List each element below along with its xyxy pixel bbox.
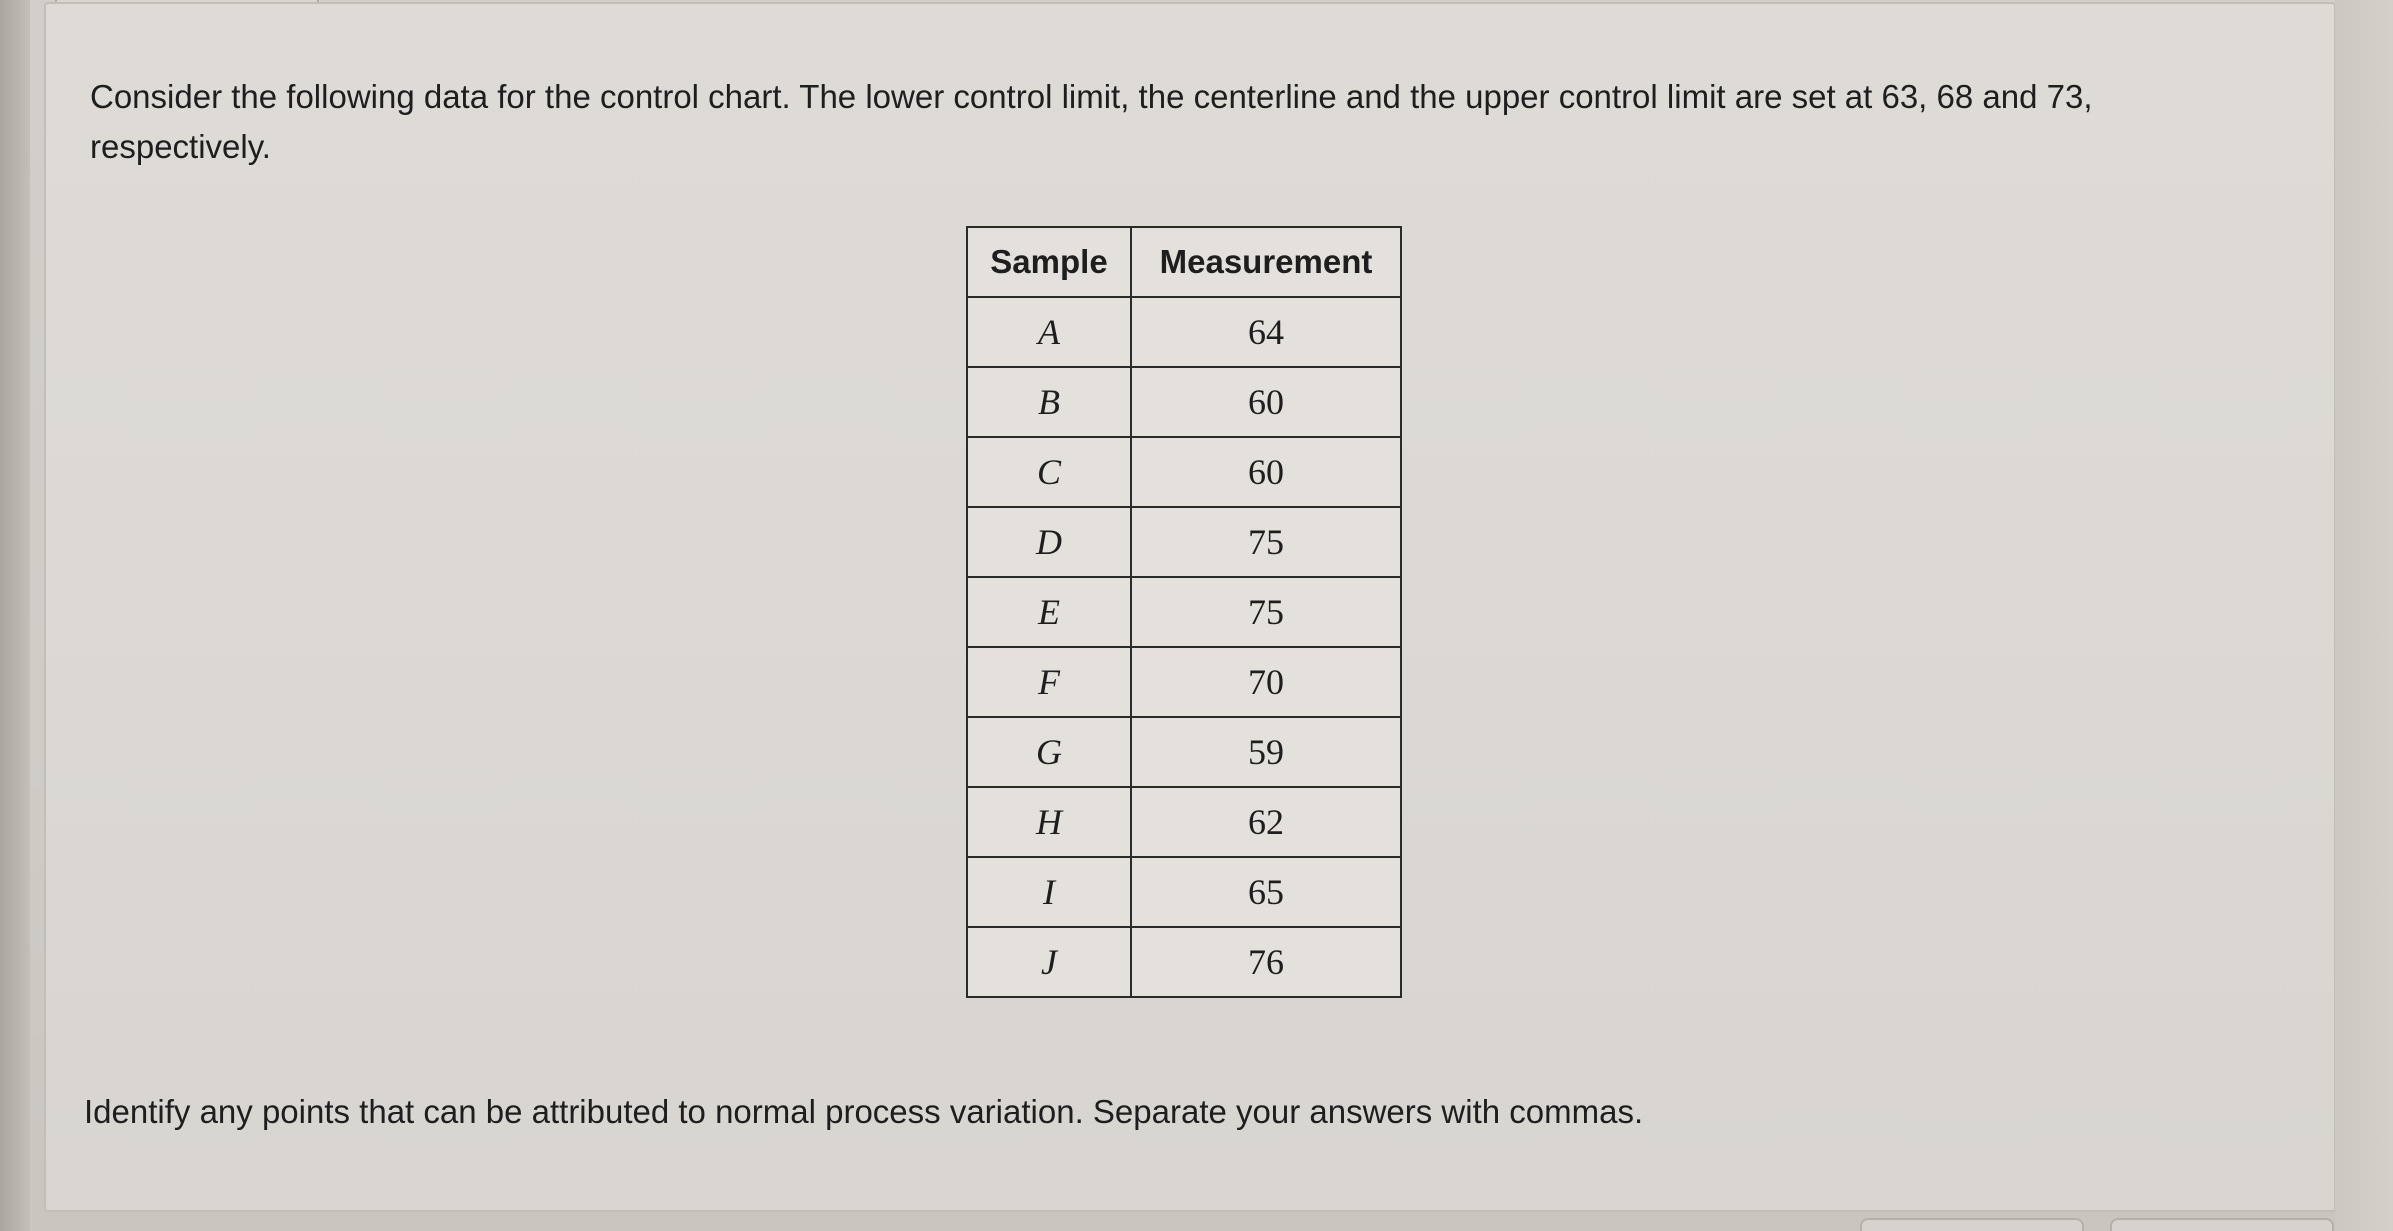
question-text: Consider the following data for the control chart. The lower control limit, the centerline and the upper control limit are set at 63, 68 and 73, respectively. bbox=[90, 78, 2093, 165]
sample-cell: F bbox=[967, 647, 1131, 717]
sample-cell: B bbox=[967, 367, 1131, 437]
table-row bbox=[967, 717, 1401, 787]
prompt-text: Identify any points that can be attributed to normal process variation. Separate your answers with commas. bbox=[84, 1093, 1644, 1130]
right-edge bbox=[2335, 0, 2393, 1231]
sample-cell: J bbox=[967, 927, 1131, 997]
measurement-cell: 65 bbox=[1131, 857, 1401, 927]
table-row bbox=[967, 367, 1401, 437]
header-sample: Sample bbox=[967, 227, 1131, 297]
measurement-cell: 75 bbox=[1131, 577, 1401, 647]
table-row bbox=[967, 647, 1401, 717]
table-row bbox=[967, 857, 1401, 927]
sample-cell: C bbox=[967, 437, 1131, 507]
measurement-cell: 75 bbox=[1131, 507, 1401, 577]
table-row bbox=[967, 437, 1401, 507]
table-header-row bbox=[967, 227, 1401, 297]
bottom-button-right[interactable] bbox=[2110, 1218, 2334, 1231]
sample-cell: H bbox=[967, 787, 1131, 857]
measurement-cell: 60 bbox=[1131, 367, 1401, 437]
sample-cell: G bbox=[967, 717, 1131, 787]
sample-cell: A bbox=[967, 297, 1131, 367]
table-row bbox=[967, 787, 1401, 857]
table-row bbox=[967, 297, 1401, 367]
sample-cell: E bbox=[967, 577, 1131, 647]
table-row bbox=[967, 577, 1401, 647]
measurement-cell: 60 bbox=[1131, 437, 1401, 507]
measurement-cell: 59 bbox=[1131, 717, 1401, 787]
table-row bbox=[967, 507, 1401, 577]
sample-cell: D bbox=[967, 507, 1131, 577]
data-table bbox=[966, 226, 1402, 998]
bottom-button-left[interactable] bbox=[1860, 1218, 2084, 1231]
header-measurement: Measurement bbox=[1131, 227, 1401, 297]
measurement-cell: 64 bbox=[1131, 297, 1401, 367]
left-edge bbox=[0, 0, 30, 1231]
table-row bbox=[967, 927, 1401, 997]
measurement-cell: 76 bbox=[1131, 927, 1401, 997]
measurement-cell: 62 bbox=[1131, 787, 1401, 857]
sample-cell: I bbox=[967, 857, 1131, 927]
measurement-cell: 70 bbox=[1131, 647, 1401, 717]
data-table-container bbox=[966, 226, 1402, 998]
